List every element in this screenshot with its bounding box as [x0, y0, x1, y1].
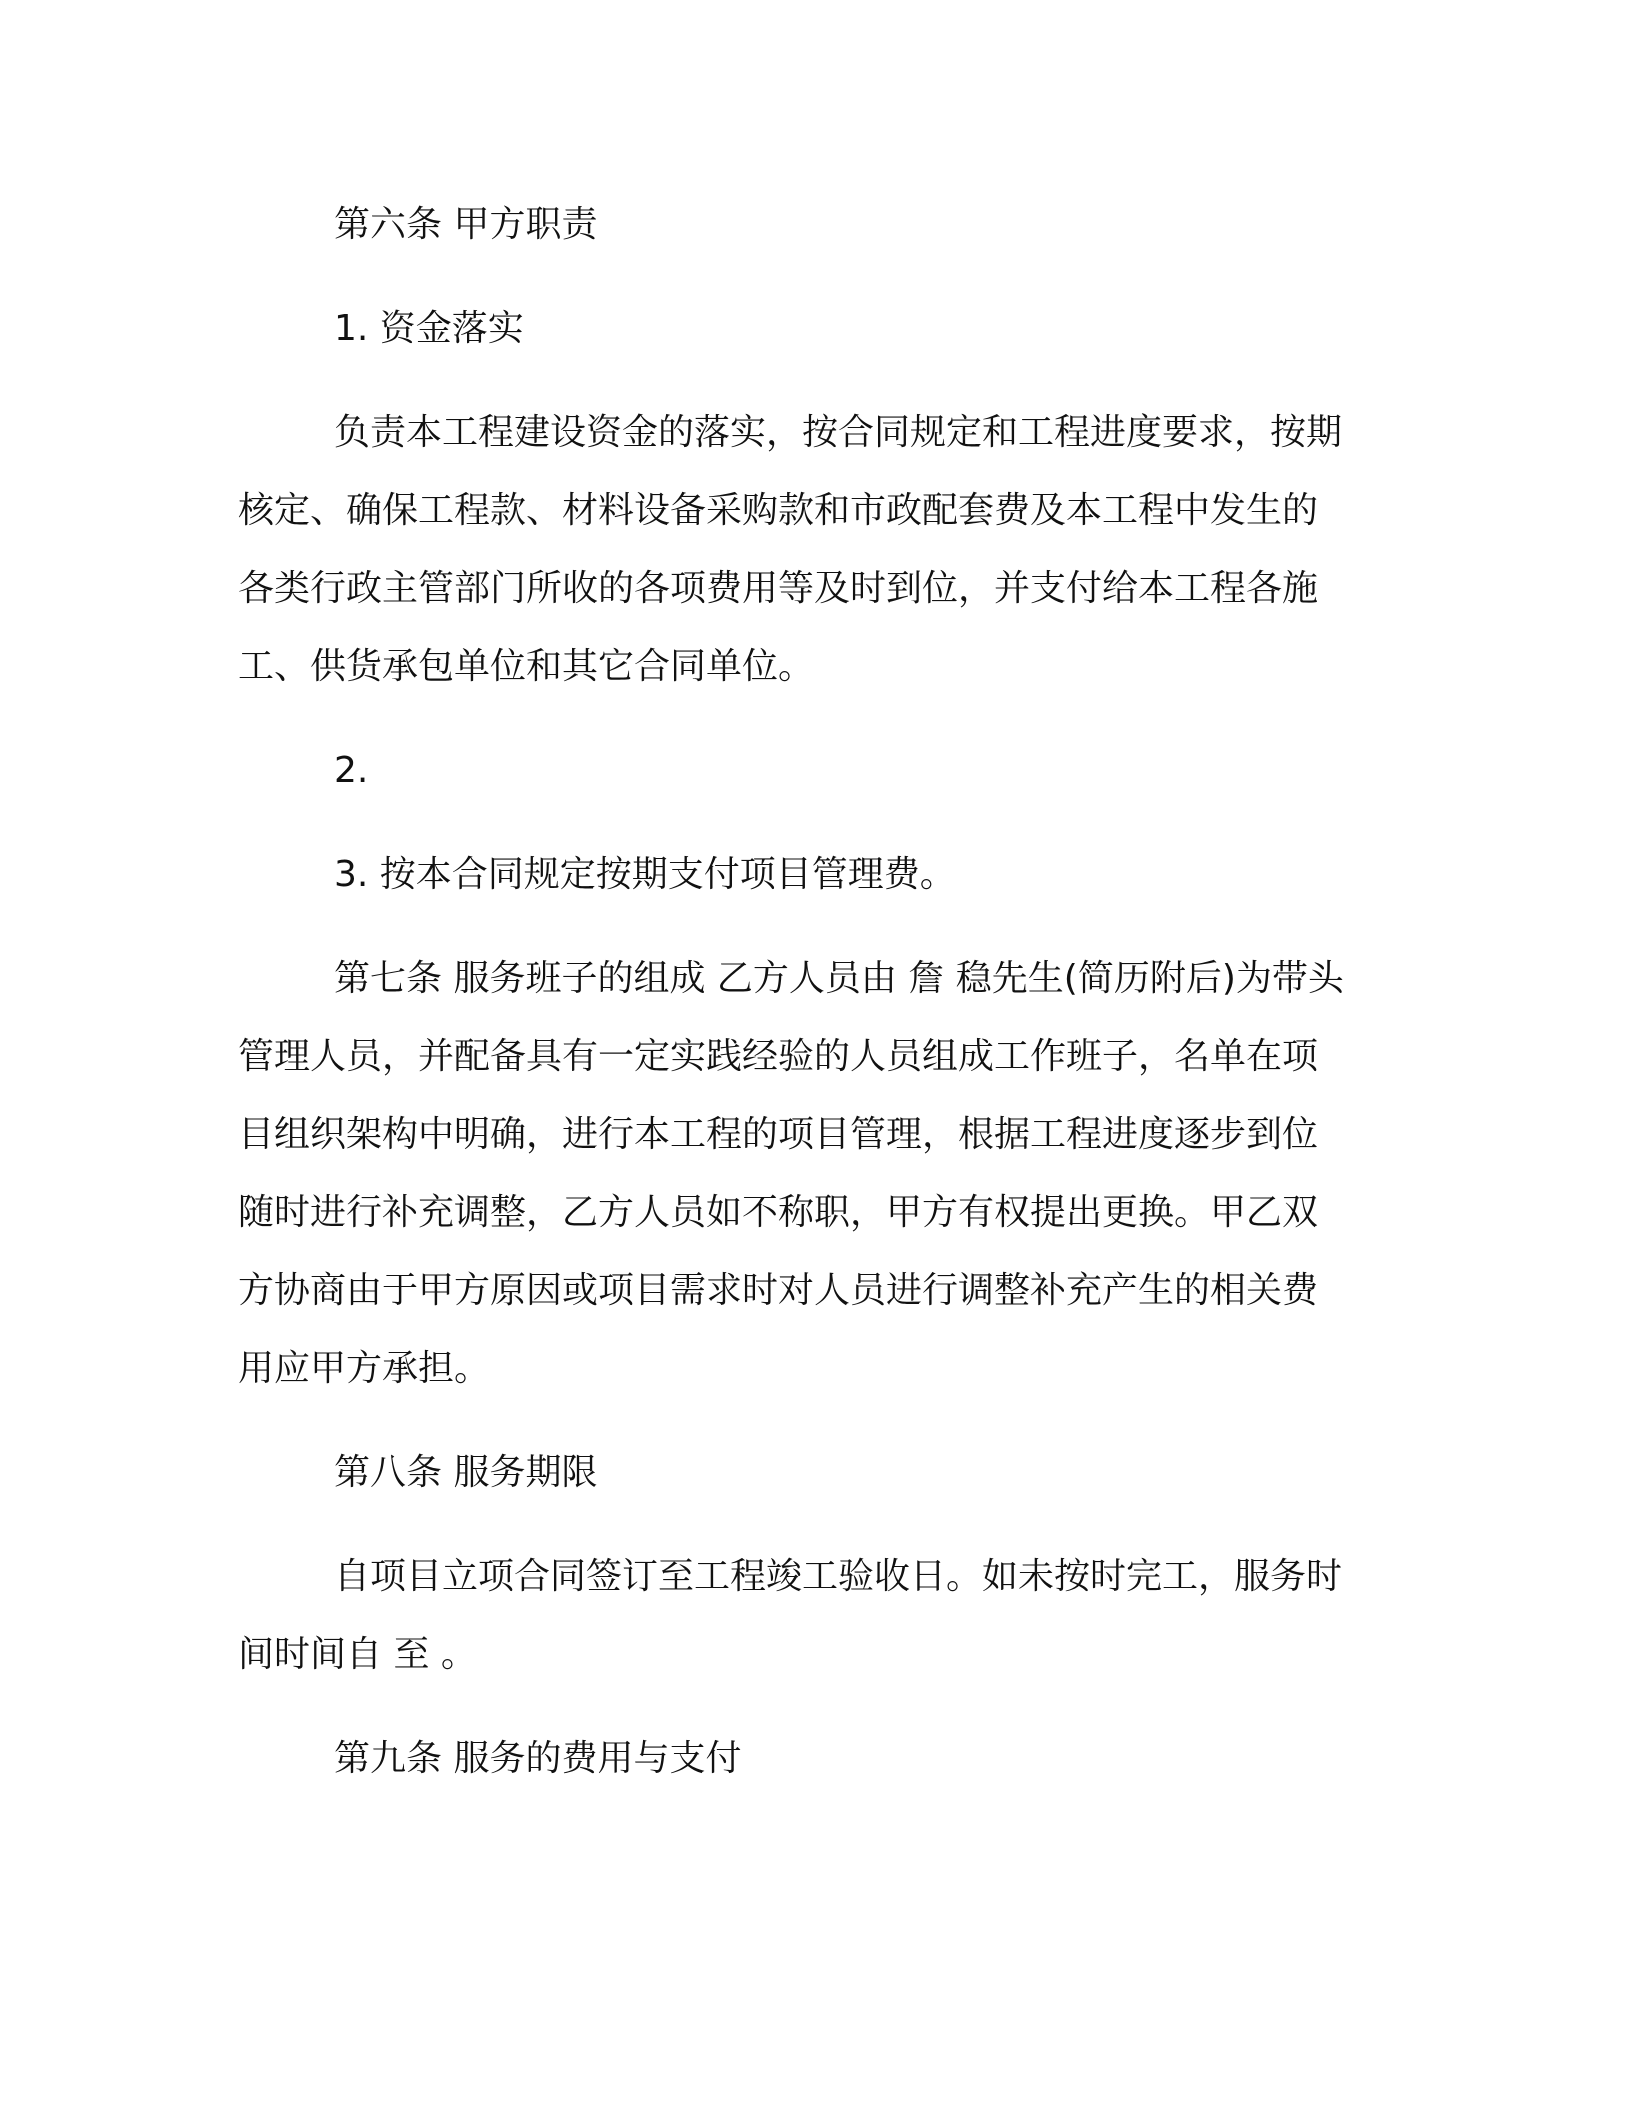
article-6-heading [238, 186, 1368, 264]
text-line: 3. 按本合同规定按期支付项目管理费。 [334, 854, 956, 895]
document-body [238, 186, 1368, 1798]
article-8-paragraph [238, 1538, 1368, 1694]
text-line: 方协商由于甲方原因或项目需求时对人员进行调整补充产生的相关费 [238, 1270, 1319, 1311]
text-line: 核定、确保工程款、材料设备采购款和市政配套费及本工程中发生的 [238, 490, 1319, 531]
text-line: 第八条 服务期限 [334, 1452, 598, 1493]
text-line: 1. 资金落实 [334, 308, 524, 349]
text-line: 2. [334, 750, 369, 791]
text-line: 目组织架构中明确，进行本工程的项目管理，根据工程进度逐步到位 [238, 1114, 1319, 1155]
article-7-paragraph [238, 940, 1368, 1408]
text-line: 自项目立项合同签订至工程竣工验收日。如未按时完工，服务时 [334, 1556, 1343, 1597]
text-line: 第九条 服务的费用与支付 [334, 1738, 742, 1779]
item-2 [238, 732, 1368, 810]
article-9-heading [238, 1720, 1368, 1798]
text-line: 第七条 服务班子的组成 乙方人员由 詹 稳先生(简历附后)为带头 [334, 958, 1344, 999]
text-line: 随时进行补充调整，乙方人员如不称职，甲方有权提出更换。甲乙双 [238, 1192, 1319, 1233]
text-line: 管理人员，并配备具有一定实践经验的人员组成工作班子，名单在项 [238, 1036, 1319, 1077]
item-1-heading [238, 290, 1368, 368]
text-line: 各类行政主管部门所收的各项费用等及时到位，并支付给本工程各施 [238, 568, 1319, 609]
text-line: 用应甲方承担。 [238, 1348, 491, 1389]
text-line: 第六条 甲方职责 [334, 204, 598, 245]
item-1-paragraph [238, 394, 1368, 706]
text-line: 负责本工程建设资金的落实，按合同规定和工程进度要求，按期 [334, 412, 1343, 453]
article-8-heading [238, 1434, 1368, 1512]
text-line: 间时间自 至 。 [238, 1634, 477, 1675]
text-line: 工、供货承包单位和其它合同单位。 [238, 646, 815, 687]
item-3 [238, 836, 1368, 914]
